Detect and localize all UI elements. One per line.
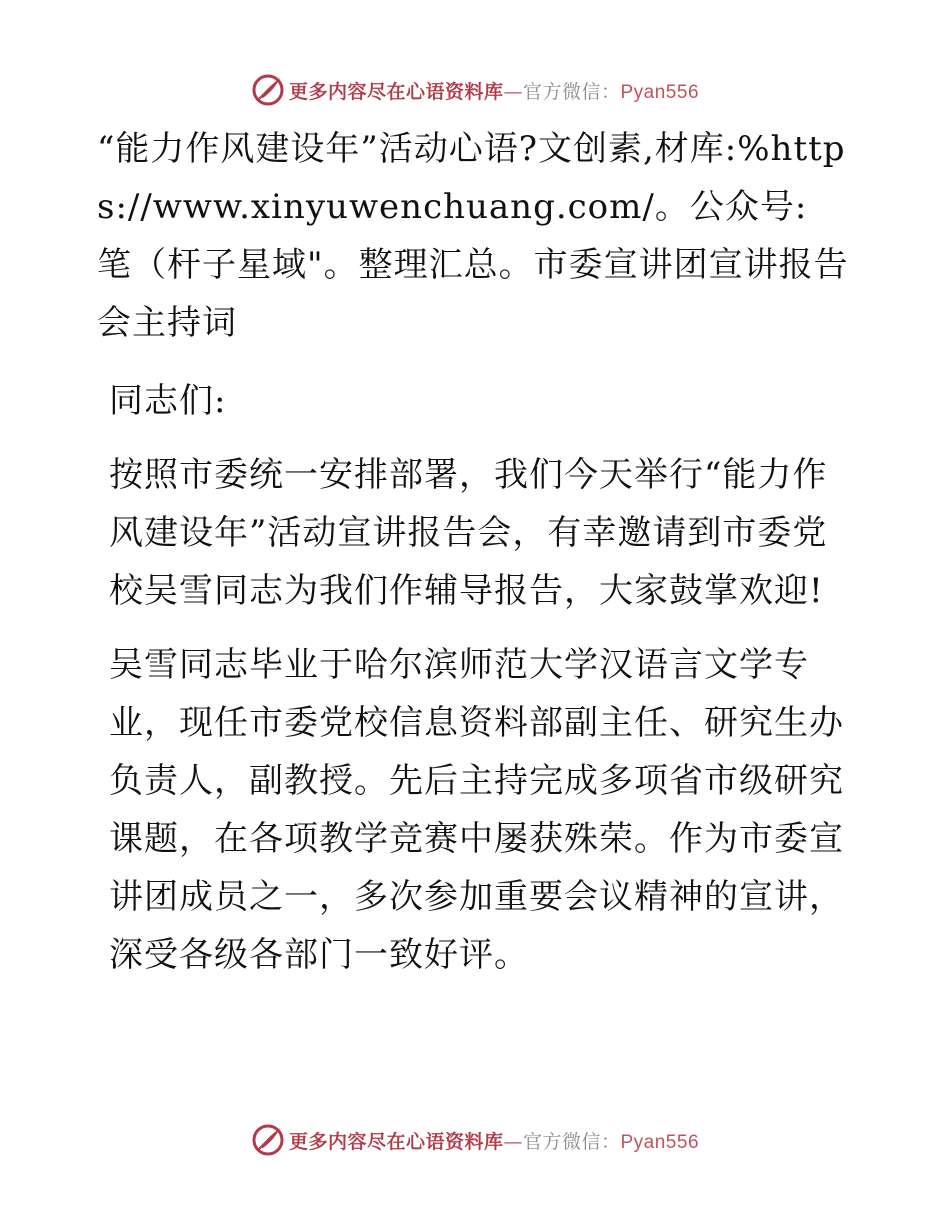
header-banner-main: 更多内容尽在心语资料库 [288,80,504,103]
quill-circle-logo-icon [251,1123,285,1157]
document-body [97,120,852,1000]
salutation: 同志们: [109,381,227,421]
quill-circle-logo-icon [251,73,285,107]
header-banner-dash: — [503,80,523,103]
document-heading: “能力作风建设年”活动心语?文创素,材库:%https://www.xinyuwenchuang.com/。公众号: 笔（杆子星域"。整理汇总。市委宣讲团宣讲报告会主持词 [97,129,849,343]
header-banner-text [289,77,699,104]
footer-banner-sub: 官方微信： [522,1130,621,1153]
paragraph-2: 吴雪同志毕业于哈尔滨师范大学汉语言文学专业，现任市委党校信息资料部副主任、研究生办负责人，副教授。先后主持完成多项省市级研究课题，在各项教学竞赛中屡获殊荣。作为市委宣讲团成员之一，多次参加重要会议精神的宣讲，深受各级各部门一致好评。 [109,645,844,975]
footer-banner [0,1120,950,1160]
footer-banner-text [289,1127,699,1154]
footer-banner-account: Pyan556 [620,1131,700,1153]
header-banner-account: Pyan556 [620,81,700,103]
header-banner [0,70,950,110]
footer-banner-main: 更多内容尽在心语资料库 [288,1130,504,1153]
paragraph-1: 按照市委统一安排部署，我们今天举行“能力作风建设年”活动宣讲报告会，有幸邀请到市委党校吴雪同志为我们作辅导报告，大家鼓掌欢迎! [109,455,828,611]
header-banner-sub: 官方微信： [522,80,621,103]
footer-banner-dash: — [503,1130,523,1153]
